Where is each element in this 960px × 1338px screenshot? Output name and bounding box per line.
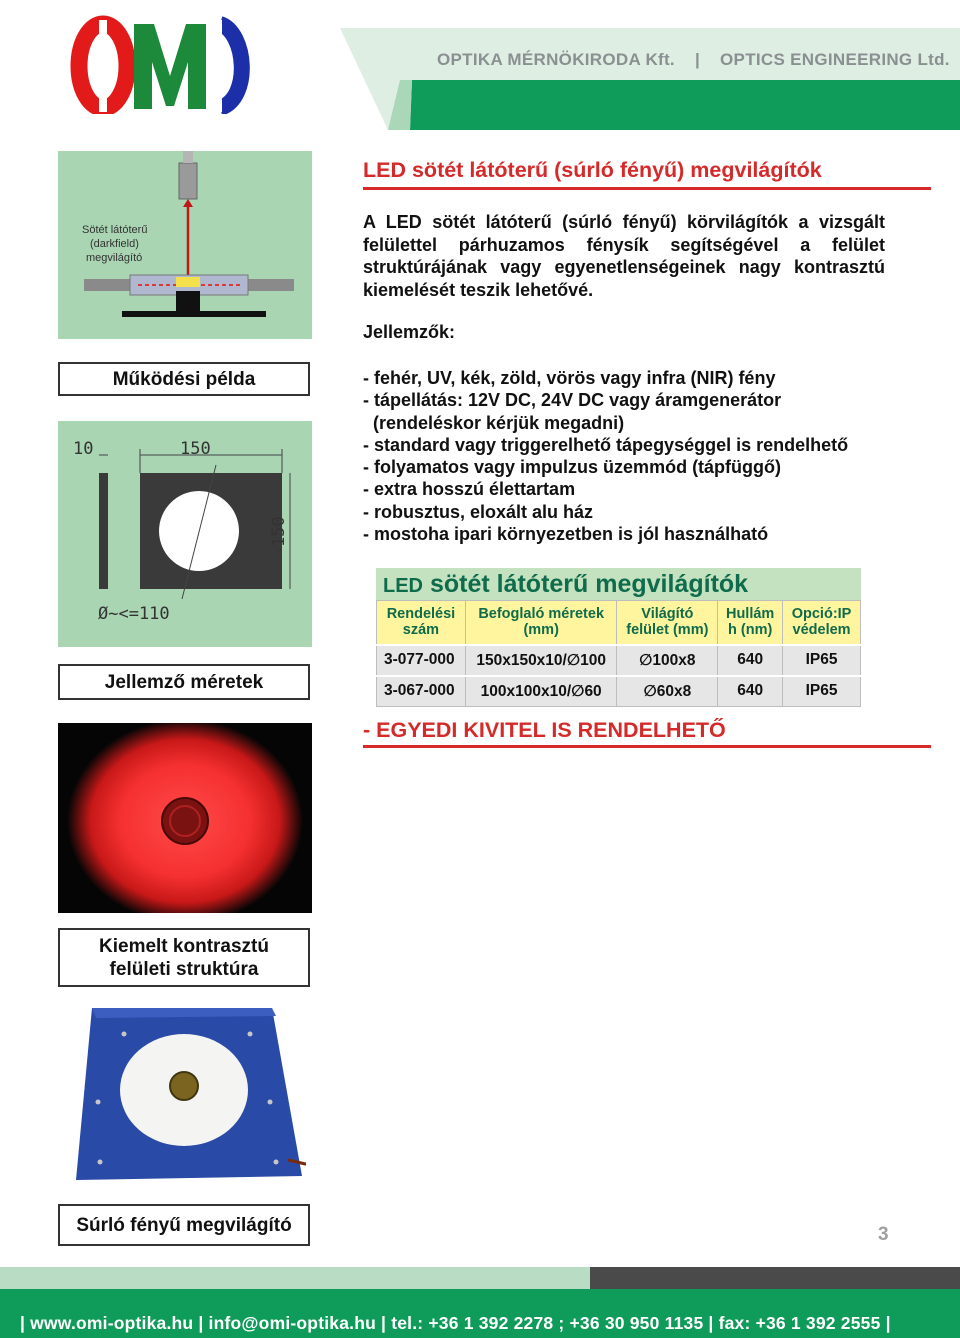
cell-order-number: 3-077-000 — [377, 645, 466, 676]
spec-table-header-row — [377, 601, 861, 645]
table-row — [377, 645, 861, 676]
company-name-hu: OPTIKA MÉRNÖKIRODA Kft. — [437, 50, 675, 69]
darkfield-diagram-image — [58, 151, 312, 339]
cell-ip-protection: IP65 — [783, 645, 861, 676]
table-row — [377, 676, 861, 707]
caption-working-example-text: Működési példa — [112, 368, 256, 390]
diagram-label-line3: megvilágító — [86, 252, 143, 264]
spec-table — [376, 600, 861, 707]
caption-illuminator-text: Súrló fényű megvilágító — [76, 1214, 292, 1236]
feature-item: - mostoha ipari környezetben is jól használható — [363, 524, 769, 545]
cell-order-number: 3-067-000 — [377, 676, 466, 707]
cell-wavelength: 640 — [718, 645, 783, 676]
caption-contrast — [58, 928, 310, 987]
dimension-diameter-label: Ø~<=110 — [98, 604, 170, 624]
intro-paragraph: A LED sötét látóterű (súrló fényű) körvilágítók a vizsgált felülettel párhuzamos fénysík segítségével a felület struktúrájának vagy egyenetlenségeinek nagy kontrasztú kiemelését teszik lehetővé. — [363, 212, 885, 300]
features-heading: Jellemzők: — [363, 322, 456, 342]
caption-contrast-line1: Kiemelt kontrasztú — [99, 935, 269, 957]
column-header-dimensions: Befoglaló méretek (mm) — [465, 601, 617, 645]
cell-dimensions: 100x100x10/∅60 — [465, 676, 617, 707]
feature-item: - fehér, UV, kék, zöld, vörös vagy infra (NIR) fény — [363, 368, 776, 388]
page-title: LED sötét látóterű (súrló fényű) megvilágítók — [363, 158, 931, 190]
column-header-illuminated-area: Világító felület (mm) — [617, 601, 718, 645]
illuminator-device-photo — [58, 1002, 306, 1186]
caption-dimensions-text: Jellemző méretek — [104, 671, 264, 693]
features-list — [363, 367, 923, 545]
diagram-label-line1: Sötét látóterű — [82, 224, 148, 236]
caption-contrast-line2: felületi struktúra — [109, 958, 259, 980]
dimensions-drawing-image — [58, 421, 312, 647]
footer-decoration — [0, 1267, 960, 1289]
company-name-en: OPTICS ENGINEERING Ltd. — [720, 50, 950, 69]
cell-dimensions: 150x150x10/∅100 — [465, 645, 617, 676]
spec-table-title-rest: sötét látóterű megvilágítók — [429, 570, 749, 598]
spec-table-title-prefix: LED — [383, 575, 423, 597]
caption-illuminator — [58, 1204, 310, 1246]
column-header-wavelength: Hullám h (nm) — [718, 601, 783, 645]
feature-item: - robusztus, eloxált alu ház — [363, 501, 594, 522]
dimension-10-label: 10 — [73, 439, 94, 459]
footer-contact-line: | www.omi-optika.hu | info@omi-optika.hu | tel.: +36 1 392 2278 ; +36 30 950 1135 | fax: +36 1 392 2555 | — [20, 1313, 891, 1333]
spec-table-title — [376, 568, 861, 601]
custom-design-note: - EGYEDI KIVITEL IS RENDELHETŐ — [363, 718, 931, 748]
feature-item: (rendeléskor kérjük megadni) — [373, 412, 625, 433]
diagram-label-line2: (darkfield) — [90, 238, 139, 250]
omi-logo — [70, 14, 270, 114]
header-separator: | — [694, 50, 701, 69]
feature-item: - standard vagy triggerelhető tápegységgel is rendelhető — [363, 434, 849, 455]
cell-illuminated-area: ∅60x8 — [617, 676, 718, 707]
header-company-names — [437, 50, 950, 70]
page-number: 3 — [878, 1224, 889, 1245]
column-header-order-number: Rendelési szám — [377, 601, 466, 645]
caption-working-example — [58, 362, 310, 396]
page-header — [0, 0, 960, 130]
cell-ip-protection: IP65 — [783, 676, 861, 707]
red-illuminator-photo — [58, 723, 312, 913]
cell-wavelength: 640 — [718, 676, 783, 707]
dimension-150-top-label: 150 — [180, 439, 211, 459]
feature-item: - folyamatos vagy impulzus üzemmód (tápfüggő) — [363, 457, 782, 478]
feature-item: - tápellátás: 12V DC, 24V DC vagy áramgenerátor — [363, 390, 782, 411]
header-decoration — [340, 28, 960, 130]
caption-dimensions — [58, 664, 310, 700]
column-header-ip-protection: Opció:IP védelem — [783, 601, 861, 645]
cell-illuminated-area: ∅100x8 — [617, 645, 718, 676]
dimension-150-side-label: 150 — [269, 516, 289, 547]
feature-item: - extra hosszú élettartam — [363, 479, 576, 500]
